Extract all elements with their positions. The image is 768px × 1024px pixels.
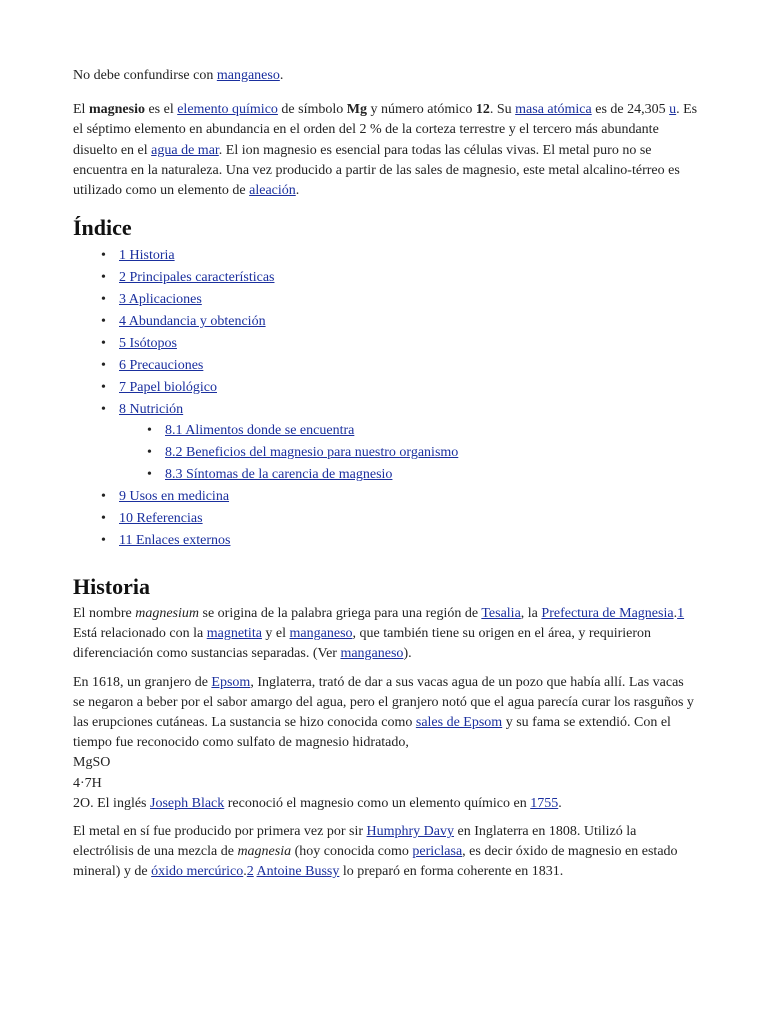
text: en Inglaterra en 1808. Utilizó la electrólisis de una mezcla de [73, 823, 637, 860]
link-u[interactable]: u [669, 102, 677, 118]
text: 2O. El inglés [73, 795, 150, 811]
toc-link-enlaces-externos[interactable]: 11 Enlaces externos [119, 533, 231, 548]
bold-symbol: Mg [346, 102, 367, 118]
toc-subitem [119, 464, 698, 486]
text: de símbolo [277, 102, 347, 118]
toc-link-usos-medicina[interactable]: 9 Usos en medicina [119, 489, 230, 505]
toc-link-aplicaciones[interactable]: 3 Aplicaciones [119, 292, 202, 308]
link-oxido-mercurico[interactable]: óxido mercúrico [151, 864, 244, 880]
text: es el [144, 102, 178, 118]
toc-item [73, 377, 698, 399]
text: . Su [489, 102, 516, 118]
text: y número atómico [366, 102, 476, 118]
section-title-historia: Historia [73, 573, 150, 599]
toc-link-alimentos[interactable]: 8.1 Alimentos donde se encuentra [165, 423, 355, 439]
reference-link[interactable]: 1 [677, 605, 685, 621]
link-elemento-quimico[interactable]: elemento químico [177, 102, 278, 118]
text: . [295, 183, 300, 199]
text: ). [403, 646, 412, 662]
text: El metal en sí fue producido por primera vez por sir [73, 823, 367, 839]
toc-subitem [119, 442, 698, 464]
toc-item [73, 530, 698, 552]
text: . El ion magnesio es esencial para todas las células vivas. El metal puro no se encuentra en la naturaleza. Una vez producido a partir de las sales de magnesio, este metal alcalino-térreo es utilizado como un elemento de [73, 142, 680, 199]
hatnote-suffix: . [279, 68, 284, 83]
link-1755[interactable]: 1755 [530, 795, 559, 811]
link-magnetita[interactable]: magnetita [206, 626, 262, 642]
toc-list [73, 245, 698, 552]
text: En 1618, un granjero de [73, 674, 212, 690]
toc-item [73, 311, 698, 333]
toc-title: Índice [73, 215, 132, 241]
text: . [558, 795, 562, 811]
toc-link-caracteristicas[interactable]: 2 Principales características [119, 270, 275, 286]
link-masa-atomica[interactable]: masa atómica [515, 102, 592, 118]
text: . [673, 605, 678, 621]
toc-subitem [119, 420, 698, 442]
text: y el [261, 626, 290, 642]
toc-link-referencias[interactable]: 10 Referencias [119, 511, 203, 527]
hatnote [73, 66, 698, 86]
toc-link-sintomas[interactable]: 8.3 Síntomas de la carencia de magnesio [165, 467, 393, 483]
article-content [73, 66, 698, 891]
link-joseph-black[interactable]: Joseph Black [150, 795, 225, 811]
historia-paragraph-1 [73, 604, 698, 665]
text: , que también tiene su origen en el área, y requirieron diferenciación como sustancias separadas. (Ver [73, 626, 652, 662]
toc-link-precauciones[interactable]: 6 Precauciones [119, 357, 204, 373]
toc-link-beneficios[interactable]: 8.2 Beneficios del magnesio para nuestro organismo [165, 445, 459, 461]
formula-line: MgSO [73, 755, 111, 771]
text: lo preparó en forma coherente en 1831. [339, 864, 564, 880]
italic-term: magnesium [135, 605, 199, 621]
text: reconoció el magnesio como un elemento químico en [224, 795, 531, 811]
link-manganeso[interactable]: manganeso [216, 68, 280, 83]
toc-sublist [119, 420, 698, 486]
historia-paragraph-2 [73, 673, 698, 814]
toc-item [73, 399, 698, 487]
link-epsom[interactable]: Epsom [211, 674, 251, 690]
link-humphry-davy[interactable]: Humphry Davy [366, 823, 455, 839]
text: es de 24,305 [591, 102, 670, 118]
toc-link-papel-biologico[interactable]: 7 Papel biológico [119, 379, 217, 395]
text: El nombre [73, 605, 136, 621]
link-agua-de-mar[interactable]: agua de mar [151, 142, 219, 158]
text: , Inglaterra, trató de dar a sus vacas agua de un pozo que había allí. Las vacas se negaron a beber por el sabor amargo del agua, pero el granjero notó que el agua parecía curar los rasguños y las erupciones cutáneas. La sustancia se hizo conocida como [73, 674, 694, 730]
intro-paragraph [73, 100, 698, 201]
toc-item [73, 333, 698, 355]
toc-link-nutricion[interactable]: 8 Nutrición [119, 401, 184, 417]
text: , la [520, 605, 542, 621]
text: , es decir óxido de magnesio en estado mineral) y de [73, 844, 678, 880]
italic-term: magnesia [237, 844, 292, 860]
toc-link-isotopos[interactable]: 5 Isótopos [119, 335, 177, 351]
toc-link-historia[interactable]: 1 Historia [119, 248, 175, 264]
link-periclasa[interactable]: periclasa [412, 844, 463, 860]
formula-line: 4·7H [73, 775, 102, 791]
reference-link[interactable]: 2 [246, 864, 254, 880]
text: El [73, 102, 89, 118]
text: y su fama se extendió. Con el tiempo fue reconocido como sulfato de magnesio hidratado, [73, 714, 671, 751]
toc-item [73, 508, 698, 530]
link-antoine-bussy[interactable]: Antoine Bussy [256, 864, 340, 880]
bold-atomic-number: 12 [475, 102, 490, 118]
toc-item [73, 245, 698, 267]
bold-term-magnesio: magnesio [88, 102, 145, 118]
link-tesalia[interactable]: Tesalia [481, 605, 521, 621]
text: se origina de la palabra griega para una región de [199, 605, 482, 621]
text: . Es el séptimo elemento en abundancia en el orden del 2 % de la corteza terrestre y el tercero más abundante disuelto en el [73, 102, 698, 158]
toc-item [73, 289, 698, 311]
link-aleacion[interactable]: aleación [249, 183, 296, 199]
link-manganeso[interactable]: manganeso [340, 646, 404, 662]
text: (hoy conocida como [291, 844, 413, 860]
text: . [243, 864, 247, 880]
toc-item [73, 267, 698, 289]
toc-link-abundancia[interactable]: 4 Abundancia y obtención [119, 313, 266, 329]
link-manganeso[interactable]: manganeso [289, 626, 353, 642]
toc-item [73, 355, 698, 377]
toc-item [73, 486, 698, 508]
link-sales-de-epsom[interactable]: sales de Epsom [415, 714, 503, 730]
hatnote-text: No debe confundirse con [73, 68, 217, 83]
text: Está relacionado con la [73, 626, 207, 642]
link-prefectura-magnesia[interactable]: Prefectura de Magnesia [541, 605, 674, 621]
historia-paragraph-3 [73, 822, 698, 883]
